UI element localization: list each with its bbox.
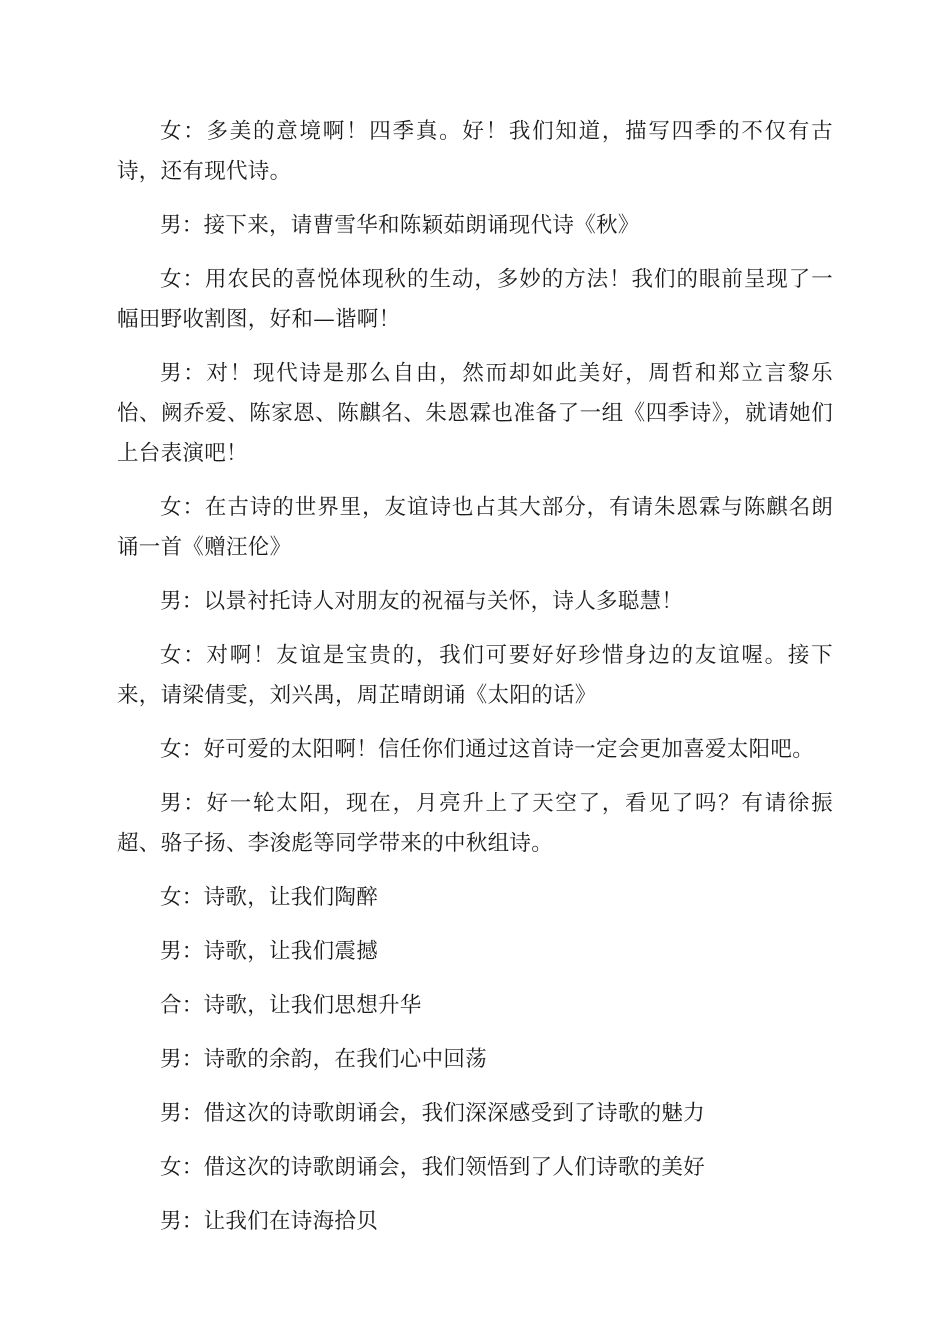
dialogue-paragraph (117, 986, 833, 1026)
dialogue-paragraph (117, 1148, 833, 1188)
dialogue-text: 用农民的喜悦体现秋的生动，多妙的方法！我们的眼前呈现了一幅田野收割图，好和—谐啊！ (117, 267, 833, 332)
speaker-label: 男： (160, 939, 204, 964)
dialogue-text: 好可爱的太阳啊！信任你们通过这首诗一定会更加喜爱太阳吧。 (203, 737, 815, 762)
dialogue-text: 让我们在诗海拾贝 (203, 1209, 379, 1234)
dialogue-text: 多美的意境啊！四季真。好！我们知道，描写四季的不仅有古诗，还有现代诗。 (117, 119, 833, 184)
dialogue-paragraph (117, 488, 833, 568)
speaker-label: 女： (160, 1155, 204, 1180)
dialogue-text: 在古诗的世界里，友谊诗也占其大部分，有请朱恩霖与陈麒名朗诵一首《赠汪伦》 (117, 495, 833, 560)
speaker-label: 女： (160, 737, 204, 762)
dialogue-text: 接下来，请曹雪华和陈颖茹朗诵现代诗《秋》 (203, 213, 640, 238)
dialogue-text: 以景衬托诗人对朋友的祝福与关怀，诗人多聪慧！ (203, 589, 684, 614)
speaker-label: 男： (160, 1047, 204, 1072)
dialogue-text: 好一轮太阳，现在，月亮升上了天空了，看见了吗？有请徐振超、骆子扬、李浚彪等同学带来的中秋组诗。 (117, 791, 833, 856)
speaker-label: 男： (160, 213, 204, 238)
dialogue-paragraph (117, 112, 833, 192)
dialogue-text: 诗歌，让我们陶醉 (203, 885, 379, 910)
speaker-label: 合： (160, 993, 204, 1018)
speaker-label: 男： (160, 589, 204, 614)
dialogue-paragraph (117, 1094, 833, 1134)
dialogue-paragraph (117, 582, 833, 622)
dialogue-paragraph (117, 260, 833, 340)
dialogue-paragraph (117, 206, 833, 246)
dialogue-text: 借这次的诗歌朗诵会，我们深深感受到了诗歌的魅力 (203, 1101, 706, 1126)
speaker-label: 女： (160, 885, 204, 910)
dialogue-paragraph (117, 1202, 833, 1242)
dialogue-text: 借这次的诗歌朗诵会，我们领悟到了人们诗歌的美好 (203, 1155, 706, 1180)
speaker-label: 男： (160, 1209, 204, 1234)
dialogue-paragraph (117, 932, 833, 972)
dialogue-paragraph (117, 1040, 833, 1080)
dialogue-paragraph (117, 636, 833, 716)
dialogue-text: 诗歌，让我们思想升华 (203, 993, 422, 1018)
dialogue-text: 对！现代诗是那么自由，然而却如此美好，周哲和郑立言黎乐怡、阙乔爱、陈家恩、陈麒名、朱恩霖也准备了一组《四季诗》，就请她们上台表演吧！ (117, 361, 833, 466)
dialogue-text: 诗歌的余韵，在我们心中回荡 (203, 1047, 488, 1072)
dialogue-text: 对啊！友谊是宝贵的，我们可要好好珍惜身边的友谊喔。接下来，请梁倩雯，刘兴禺，周芷晴朗诵《太阳的话》 (117, 643, 833, 708)
dialogue-text: 诗歌，让我们震撼 (203, 939, 379, 964)
dialogue-paragraph (117, 354, 833, 474)
speaker-label: 男： (160, 1101, 204, 1126)
speaker-label: 女： (160, 267, 205, 292)
dialogue-paragraph (117, 784, 833, 864)
speaker-label: 男： (160, 361, 207, 386)
speaker-label: 女： (160, 643, 207, 668)
document-body (117, 112, 833, 1256)
speaker-label: 女： (160, 119, 207, 144)
speaker-label: 女： (160, 495, 205, 520)
speaker-label: 男： (160, 791, 207, 816)
dialogue-paragraph (117, 730, 833, 770)
dialogue-paragraph (117, 878, 833, 918)
